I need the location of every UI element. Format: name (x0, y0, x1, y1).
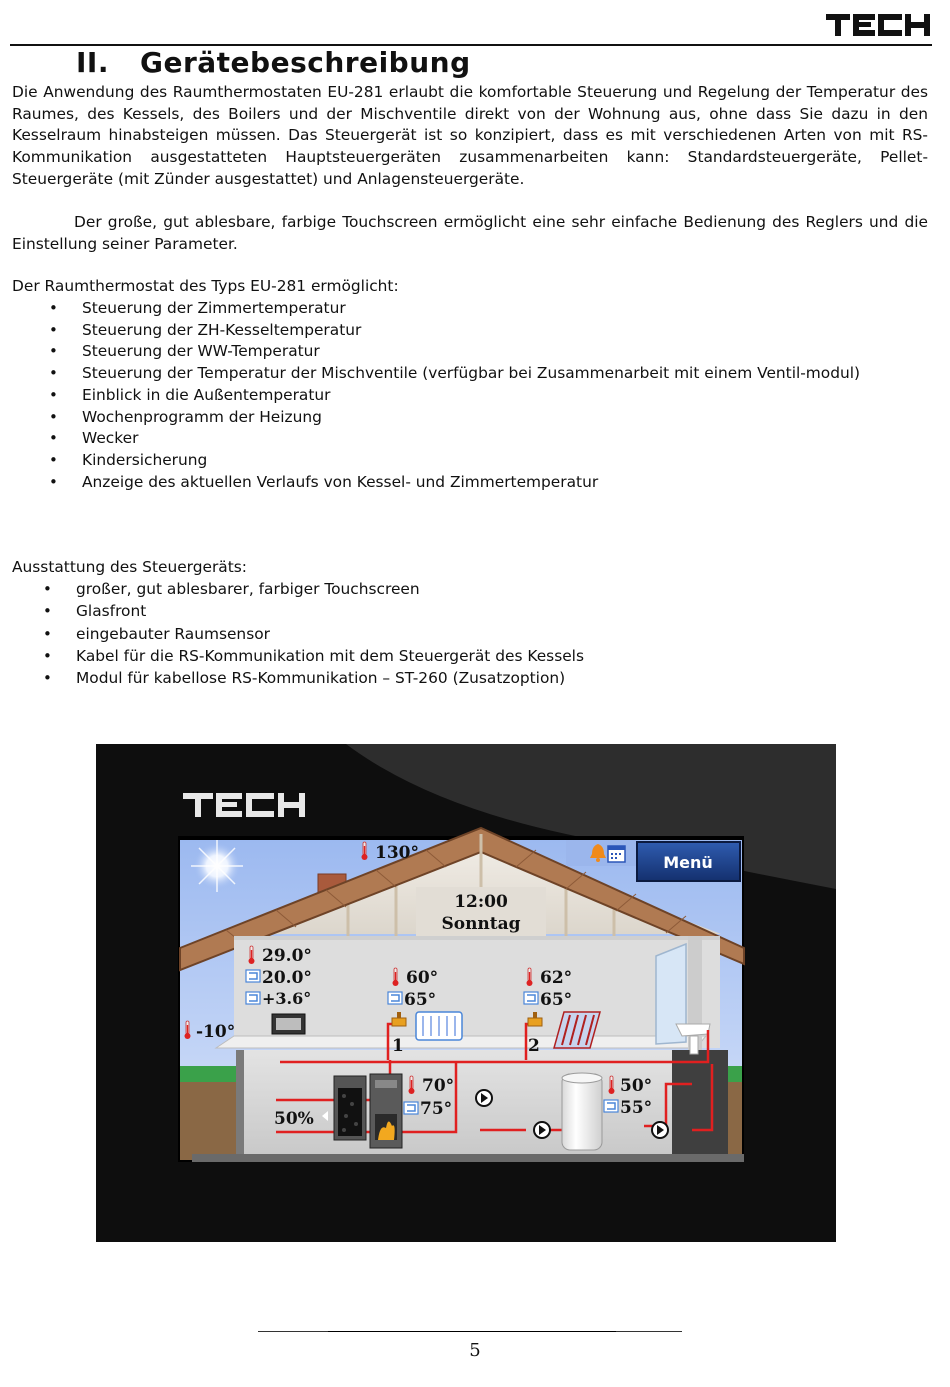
features-list (82, 298, 928, 493)
setpoint-icon (246, 970, 260, 982)
basement-floor (192, 1154, 744, 1162)
section-title (76, 46, 471, 79)
setpoint-icon (404, 1102, 418, 1114)
setpoint-icon (246, 992, 260, 1004)
room-current-temp: 29.0° (262, 946, 312, 966)
menu-button[interactable] (637, 842, 740, 881)
equipment-intro: Ausstattung des Steuergeräts: (12, 558, 247, 576)
setpoint-icon (388, 992, 402, 1004)
valve1-label: 1 (392, 1036, 404, 1056)
features-intro: Der Raumthermostat des Typs EU-281 ermöglicht: (12, 277, 399, 295)
basement-left-wall (236, 1050, 244, 1158)
pump-icon (476, 1090, 492, 1106)
page-number: 5 (469, 1340, 481, 1361)
section-title-text: Gerätebeschreibung (140, 46, 471, 79)
valve1-current-temp: 60° (406, 968, 439, 988)
menu-button-label: Menü (663, 853, 713, 872)
valve2-current-temp: 62° (540, 968, 573, 988)
room-set-temp: 20.0° (262, 968, 312, 988)
boiler-set-temp: 75° (420, 1099, 453, 1119)
time-text: 12:00 (454, 892, 508, 912)
outdoor-temp: -10° (196, 1022, 236, 1042)
setpoint-icon (604, 1100, 618, 1112)
boiler-current-temp: 70° (422, 1076, 455, 1096)
boiler-unit (370, 1074, 402, 1148)
hot-water-set-temp: 55° (620, 1098, 653, 1118)
pump-icon (652, 1122, 668, 1138)
room-delta-temp: +3.6° (262, 989, 312, 1008)
list-item: • Wecker (82, 428, 928, 450)
list-item: • Steuerung der Temperatur der Mischventile (verfügbar bei Zusammenarbeit mit einem Ventil-modul) (82, 363, 928, 385)
footer-rule (258, 1331, 682, 1332)
setpoint-icon (524, 992, 538, 1004)
section-number: II. (76, 46, 109, 79)
list-item: • eingebauter Raumsensor (76, 624, 876, 646)
valve2-label: 2 (528, 1036, 540, 1056)
pump-icon (534, 1122, 550, 1138)
calendar-icon (608, 846, 625, 862)
list-item: • Steuerung der Zimmertemperatur (82, 298, 928, 320)
basement-right-wall (672, 1050, 728, 1158)
day-text: Sonntag (441, 914, 521, 934)
tech-logo (826, 14, 930, 38)
list-item: • großer, gut ablesbarer, farbiger Touchscreen (76, 579, 876, 601)
valve1-set-temp: 65° (404, 990, 437, 1010)
fuel-level: 50% (274, 1109, 314, 1129)
paragraph-touchscreen-text: Der große, gut ablesbare, farbige Touchscreen ermöglicht eine sehr einfache Bedienung des Reglers und die Einstellung seiner Parameter. (12, 213, 928, 253)
valve2-set-temp: 65° (540, 990, 573, 1010)
list-item: • Steuerung der WW-Temperatur (82, 341, 928, 363)
equipment-list (76, 579, 876, 690)
hot-water-current-temp: 50° (620, 1076, 653, 1096)
soil-left (180, 1082, 236, 1160)
roof-temp: 130° (375, 843, 419, 863)
list-item: • Glasfront (76, 601, 876, 623)
device-illustration (96, 744, 836, 1242)
list-item: • Anzeige des aktuellen Verlaufs von Kessel- und Zimmertemperatur (82, 472, 928, 494)
paragraph-intro: Die Anwendung des Raumthermostaten EU-281 erlaubt die komfortable Steuerung und Regelung der Temperatur des Raumes, des Kessels, des Boilers und der Mischventile direkt von der Wohnung aus, ohne dass Sie dazu in den Kesselraum hinabsteigen müssen. Das Steuergerät ist so konzipiert, dass es mit verschiedenen Arten von mit RS-Kommunikation ausgestatteten Hauptsteuergeräten zusammenarbeiten kann: Standardsteuergeräte, Pellet-Steuergeräte (mit Zünder ausgestattet) und Anlagensteuergeräte. (12, 83, 928, 188)
list-item: • Steuerung der ZH-Kesseltemperatur (82, 320, 928, 342)
paragraph-touchscreen (12, 212, 928, 255)
list-item: • Einblick in die Außentemperatur (82, 385, 928, 407)
radiator-icon (416, 1012, 462, 1040)
list-item: • Kindersicherung (82, 450, 928, 472)
room-controller-icon (272, 1014, 305, 1034)
fuel-feeder (334, 1076, 366, 1140)
list-item: • Modul für kabellose RS-Kommunikation – ST-260 (Zusatzoption) (76, 668, 876, 690)
list-item: • Wochenprogramm der Heizung (82, 407, 928, 429)
hot-water-tank (562, 1073, 602, 1150)
grass-left (180, 1066, 240, 1082)
list-item: • Kabel für die RS-Kommunikation mit dem Steuergerät des Kessels (76, 646, 876, 668)
